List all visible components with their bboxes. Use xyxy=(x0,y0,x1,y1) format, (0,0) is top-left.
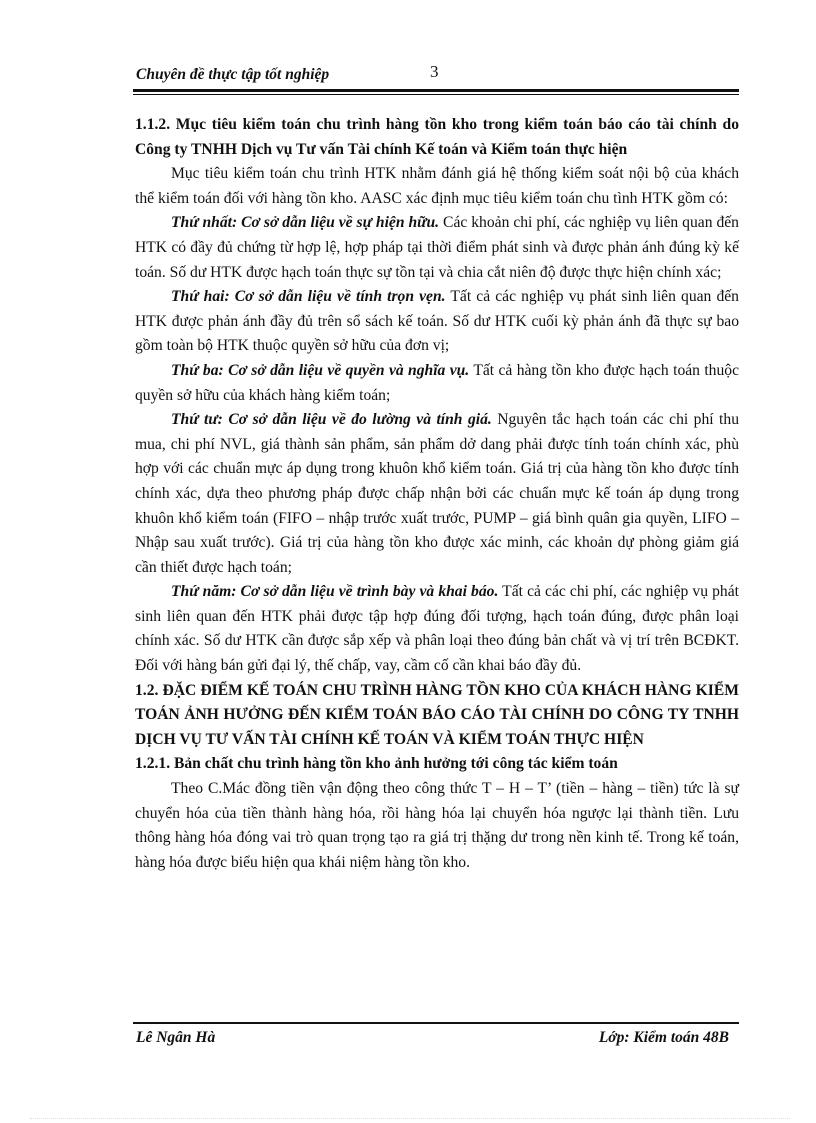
objective-lead: Thứ tư: Cơ sở dẫn liệu về đo lường và tính giá. xyxy=(171,411,492,429)
objective-paragraph xyxy=(135,408,739,580)
page-header xyxy=(133,62,739,88)
section-heading-1-2: 1.2. ĐẶC ĐIỂM KẾ TOÁN CHU TRÌNH HÀNG TỒN KHO CỦA KHÁCH HÀNG KIỂM TOÁN ẢNH HƯỞNG ĐẾN KIỂM TOÁN BÁO CÁO TÀI CHÍNH DO CÔNG TY TNHH DỊCH VỤ TƯ VẤN TÀI CHÍNH KẾ TOÁN VÀ KIỂM TOÁN THỰC HIỆN xyxy=(135,681,739,748)
objective-paragraph xyxy=(135,285,739,359)
page-bottom-border xyxy=(30,1118,790,1119)
header-rule-thick xyxy=(133,89,739,92)
objective-lead: Thứ ba: Cơ sở dẫn liệu về quyền và nghĩa vụ. xyxy=(171,361,470,379)
objective-text: Nguyên tắc hạch toán các chi phí thu mua, chi phí NVL, giá thành sản phẩm, sản phẩm dở dang phải được tính toán chính xác, phù hợp với các chuẩn mực áp dụng trong khuôn khổ kiểm toán. Giá trị của hàng tồn kho được tính chính xác, dựa theo phương pháp được chấp nhận bởi các chuẩn mực kế toán áp dụng trong khuôn khổ kiểm toán (FIFO – nhập trước xuất trước, PUMP – giá bình quân gia quyền, LIFO – Nhập sau xuất trước). Giá trị của hàng tồn kho được xác minh, các khoản dự phòng giảm giá cần thiết được hạch toán; xyxy=(135,411,739,576)
objective-text: Tất cả các nghiệp vụ phát sinh liên quan đến HTK được phản ánh đầy đủ trên sổ sách kế toán. Số dư HTK cuối kỳ phản ánh đã thực sự bao gồm toàn bộ HTK thuộc quyền sở hữu của đơn vị; xyxy=(135,288,739,355)
footer-class: Lớp: Kiểm toán 48B xyxy=(598,1029,729,1046)
body-paragraph: Theo C.Mác đồng tiền vận động theo công thức T – H – T’ (tiền – hàng – tiền) tức là sự chuyển hóa của tiền thành hàng hóa, rồi hàng hóa lại chuyển hóa ngược lại thành tiền. Lưu thông hàng hóa đóng vai trò quan trọng tạo ra giá trị thặng dư trong nền kinh tế. Trong kế toán, hàng hóa được biểu hiện qua khái niệm hàng tồn kho. xyxy=(135,780,739,871)
objective-paragraph xyxy=(135,580,739,678)
section-heading-1-2-1: 1.2.1. Bản chất chu trình hàng tồn kho ảnh hưởng tới công tác kiểm toán xyxy=(135,755,618,773)
objective-text: Tất cả hàng tồn kho được hạch toán thuộc quyền sở hữu của khách hàng kiểm toán; xyxy=(135,361,739,404)
objective-paragraph xyxy=(135,359,739,408)
intro-paragraph: Mục tiêu kiểm toán chu trình HTK nhằm đánh giá hệ thống kiểm soát nội bộ của khách thể kiểm toán đối với hàng tồn kho. AASC xác định mục tiêu kiểm toán chu tình HTK gồm có: xyxy=(135,165,739,207)
page-number: 3 xyxy=(430,62,439,81)
document-body xyxy=(135,113,739,875)
section-heading-1-1-2: 1.1.2. Mục tiêu kiểm toán chu trình hàng tồn kho trong kiểm toán báo cáo tài chính do Công ty TNHH Dịch vụ Tư vấn Tài chính Kế toán và Kiểm toán thực hiện xyxy=(135,116,739,158)
footer-author: Lê Ngân Hà xyxy=(136,1029,216,1046)
footer-rule xyxy=(133,1022,739,1024)
objective-lead: Thứ hai: Cơ sở dẫn liệu về tính trọn vẹn. xyxy=(171,288,446,306)
objective-paragraph xyxy=(135,211,739,285)
objective-lead: Thứ nhất: Cơ sở dẫn liệu về sự hiện hữu. xyxy=(171,214,440,232)
objective-text: Các khoản chi phí, các nghiệp vụ liên quan đến HTK có đầy đủ chứng từ hợp lệ, hợp pháp tại thời điểm phát sinh và được phản ánh đúng kỳ kế toán. Số dư HTK được hạch toán thực sự tồn tại và chia cắt niên độ được thực hiện chính xác; xyxy=(135,214,739,281)
objective-text: Tất cả các chi phí, các nghiệp vụ phát sinh liên quan đến HTK phải được tập hợp đúng đối tượng, hạch toán đúng, được phân loại chính xác. Số dư HTK cần được sắp xếp và phân loại theo đúng bản chất và vị trí trên BCĐKT. Đối với hàng bán gửi đại lý, thế chấp, vay, cầm cố cần khai báo đầy đủ. xyxy=(135,583,739,675)
objective-lead: Thứ năm: Cơ sở dẫn liệu về trình bày và khai báo. xyxy=(171,583,499,601)
header-rule-thin xyxy=(133,94,739,95)
header-title: Chuyên đề thực tập tốt nghiệp xyxy=(136,66,330,83)
